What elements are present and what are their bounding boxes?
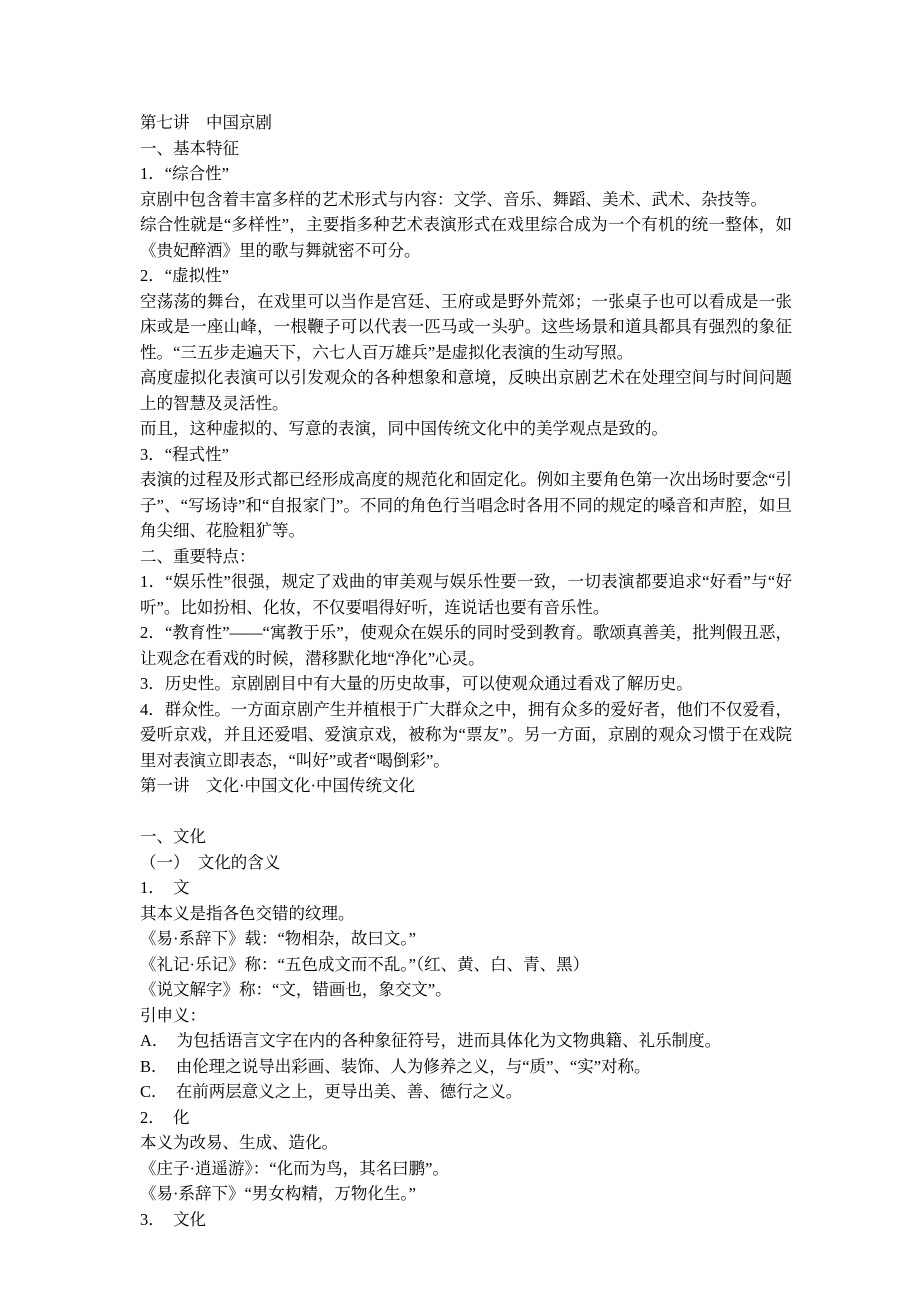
paragraph: 第一讲 文化·中国文化·中国传统文化	[140, 776, 415, 795]
paragraph: 《礼记·乐记》称：“五色成文而不乱。”（红、黄、白、青、黑）	[140, 954, 590, 974]
paragraph: 京剧中包含着丰富多样的艺术形式与内容：文学、音乐、舞蹈、美术、武术、杂技等。	[140, 189, 767, 209]
paragraph: 空荡荡的舞台，在戏里可以当作是宫廷、王府或是野外荒郊；一张桌子也可以看成是一张床或是一座山峰，一根鞭子可以代表一匹马或一头驴。这些场景和道具都具有强烈的象征性。“三五步走遍天下，六七人百万雄兵”是虚拟化表演的生动写照。	[140, 291, 792, 362]
paragraph: 一、文化	[140, 827, 206, 846]
paragraph: 《说文解字》称：“文，错画也，象交文”。	[140, 980, 452, 999]
paragraph: 3．历史性。京剧剧目中有大量的历史故事，可以使观众通过看戏了解历史。	[140, 674, 693, 693]
paragraph: 二、重要特点：	[140, 546, 256, 566]
paragraph: 4．群众性。一方面京剧产生并植根于广大群众之中，拥有众多的爱好者，他们不仅爱看，爱听京戏，并且还爱唱、爱演京戏，被称为“票友”。另一方面，京剧的观众习惯于在戏院里对表演立即表态，“叫好”或者“喝倒彩”。	[140, 699, 792, 770]
paragraph: 《庄子·逍遥游》：“化而为鸟，其名曰鹏”。	[140, 1158, 449, 1178]
paragraph: 综合性就是“多样性”，主要指多种艺术表演形式在戏里综合成为一个有机的统一整体，如《贵妃醉酒》里的歌与舞就密不可分。	[140, 215, 792, 260]
paragraph: 引申义：	[140, 1005, 206, 1025]
paragraph: 3．“程式性”	[140, 444, 229, 464]
paragraph: 1．“综合性”	[140, 164, 229, 183]
paragraph: 一、基本特征	[140, 138, 239, 158]
paragraph: 其本义是指各色交错的纹理。	[140, 903, 355, 923]
paragraph: 《易·系辞下》“男女构精，万物化生。”	[140, 1184, 416, 1203]
paragraph: （一） 文化的含义	[140, 852, 281, 872]
document-body	[140, 110, 792, 1232]
paragraph: 2． 化	[140, 1107, 190, 1127]
paragraph: 3． 文化	[140, 1209, 206, 1229]
paragraph: 1． 文	[140, 878, 190, 897]
paragraph: 高度虚拟化表演可以引发观众的各种想象和意境，反映出京剧艺术在处理空间与时间问题上的智慧及灵活性。	[140, 368, 792, 413]
paragraph: C． 在前两层意义之上，更导出美、善、德行之义。	[140, 1082, 523, 1101]
blank-line	[140, 799, 792, 825]
paragraph: 2．“教育性”——“寓教于乐”，使观众在娱乐的同时受到教育。歌颂真善美，批判假丑恶，让观念在看戏的时候，潜移默化地“净化”心灵。	[140, 623, 792, 668]
paragraph: 《易·系辞下》载：“物相杂，故曰文。”	[140, 929, 416, 948]
paragraph: 2．“虚拟性”	[140, 266, 229, 285]
paragraph: 第七讲 中国京剧	[140, 113, 272, 132]
paragraph: B． 由伦理之说导出彩画、装饰、人为修养之义，与“质”、“实”对称。	[140, 1056, 651, 1076]
paragraph: 而且，这种虚拟的、写意的表演，同中国传统文化中的美学观点是致的。	[140, 419, 668, 438]
paragraph: 本义为改易、生成、造化。	[140, 1133, 338, 1152]
paragraph: 表演的过程及形式都已经形成高度的规范化和固定化。例如主要角色第一次出场时要念“引子”、“写场诗”和“自报家门”。不同的角色行当唱念时各用不同的规定的嗓音和声腔，如旦角尖细、花脸粗犷等。	[140, 470, 792, 540]
paragraph: 1．“娱乐性”很强，规定了戏曲的审美观与娱乐性要一致，一切表演都要追求“好看”与“好听”。比如扮相、化妆，不仅要唱得好听，连说话也要有音乐性。	[140, 572, 792, 617]
paragraph: A． 为包括语言文字在内的各种象征符号，进而具体化为文物典籍、礼乐制度。	[140, 1031, 722, 1050]
